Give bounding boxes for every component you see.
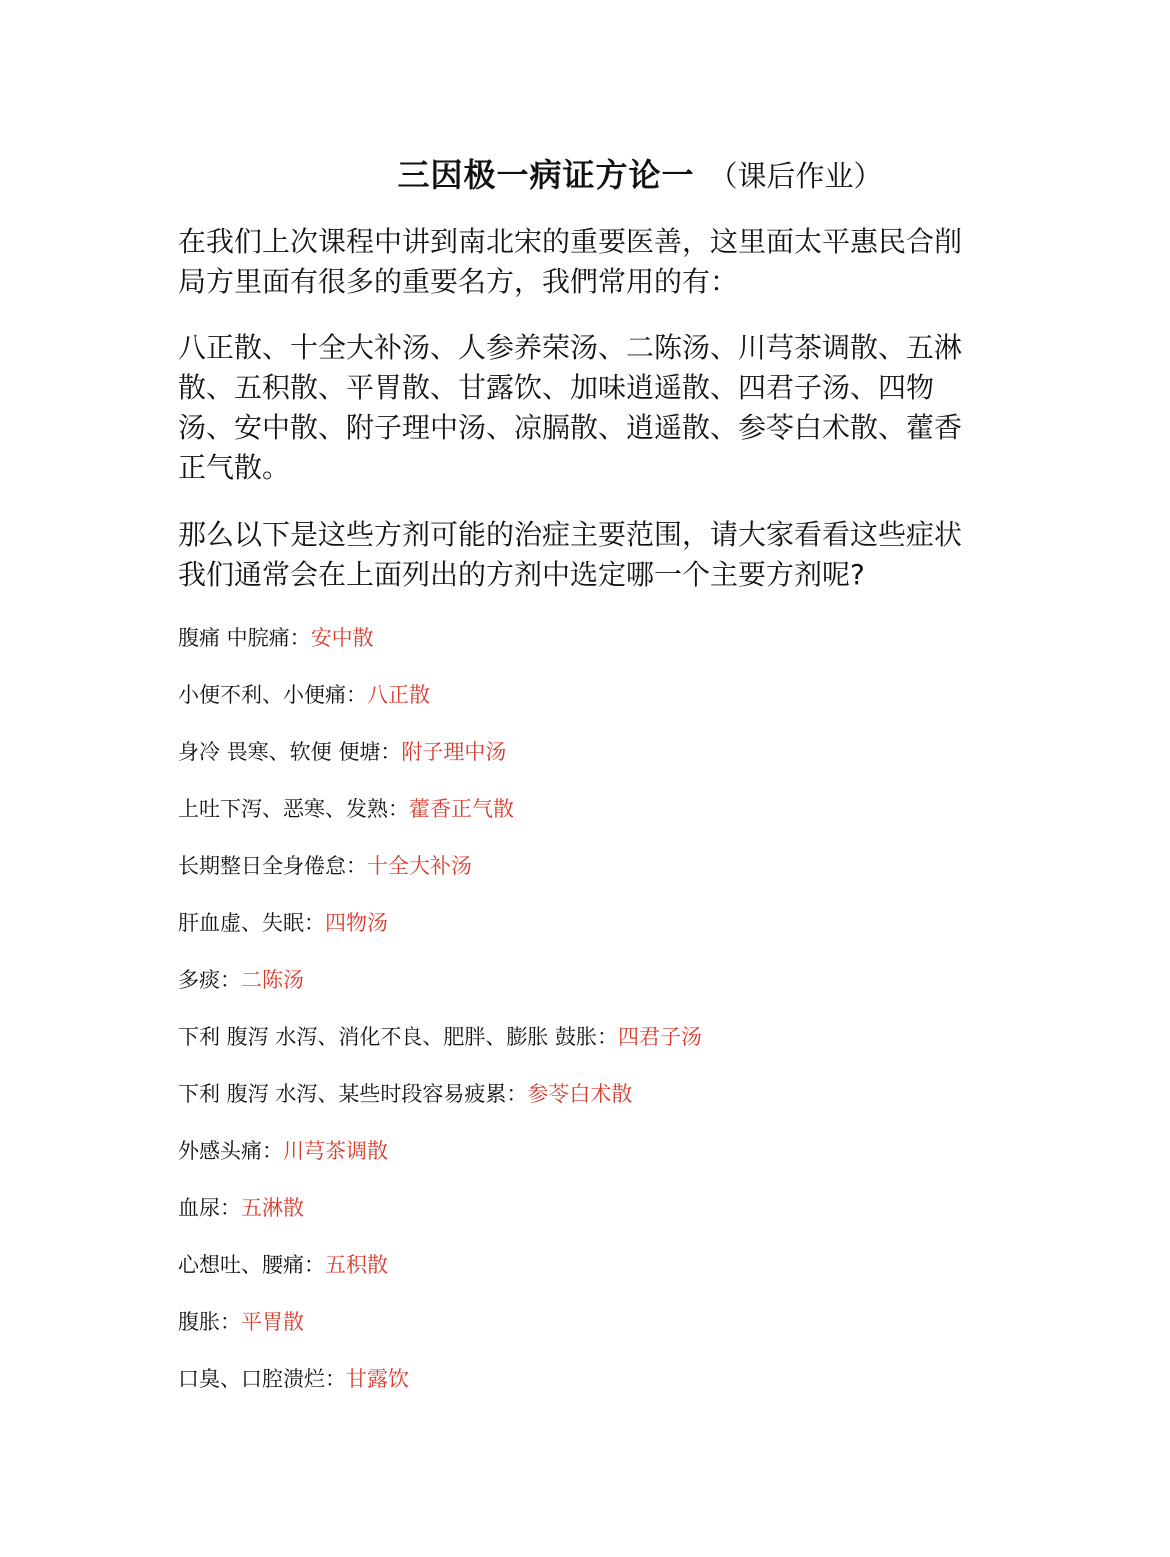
qa-symptom: 外感头痛： [178,1139,283,1163]
qa-answer: 四物汤 [325,911,388,935]
qa-answer: 参苓白术散 [527,1082,633,1106]
qa-answer: 十全大补汤 [367,854,472,878]
qa-symptom: 身冷 畏寒、软便 便塘： [178,740,402,764]
qa-item [178,622,978,679]
qa-answer: 五积散 [325,1253,388,1277]
qa-item [178,850,978,907]
symptom-answer-list [178,622,978,1420]
qa-item [178,1192,978,1249]
qa-symptom: 长期整日全身倦怠： [178,854,367,878]
qa-item [178,1135,978,1192]
qa-symptom: 肝血虚、失眠： [178,911,325,935]
qa-symptom: 口臭、口腔溃烂： [178,1367,346,1391]
qa-answer: 八正散 [367,683,430,707]
qa-symptom: 小便不利、小便痛： [178,683,367,707]
formula-list-paragraph: 八正散、十全大补汤、人参养荣汤、二陈汤、川芎茶调散、五淋散、五积散、平胃散、甘露饮、加味逍遥散、四君子汤、四物汤、安中散、附子理中汤、凉膈散、逍遥散、参苓白术散、藿香正气散。 [178,331,963,484]
question-paragraph: 那么以下是这些方剂可能的治症主要范围，请大家看看这些症状我们通常会在上面列出的方剂中选定哪一个主要方剂呢? [178,518,963,591]
qa-symptom: 血尿： [178,1196,241,1220]
qa-item [178,1021,978,1078]
title-subtitle: （课后作业） [708,159,883,193]
qa-answer: 川芎茶调散 [283,1139,388,1163]
qa-answer: 附子理中汤 [401,740,507,764]
qa-item [178,964,978,1021]
qa-symptom: 腹胀： [178,1310,241,1334]
qa-item [178,736,978,793]
qa-answer: 安中散 [310,626,374,650]
qa-symptom: 下利 腹泻 水泻、某些时段容易疲累： [178,1082,528,1106]
qa-answer: 平胃散 [241,1310,304,1334]
qa-item [178,793,978,850]
title-main: 三因极一病证方论一 [397,156,695,194]
qa-symptom: 上吐下泻、恶寒、发熟： [178,797,409,821]
qa-item [178,1078,978,1135]
qa-item [178,1363,978,1420]
qa-answer: 甘露饮 [346,1367,409,1391]
qa-answer: 二陈汤 [241,968,304,992]
qa-item [178,679,978,736]
qa-symptom: 心想吐、腰痛： [178,1253,325,1277]
qa-symptom: 下利 腹泻 水泻、消化不良、肥胖、膨胀 鼓胀： [178,1025,619,1049]
qa-answer: 五淋散 [241,1196,304,1220]
qa-answer: 藿香正气散 [409,797,514,821]
intro-paragraph: 在我们上次课程中讲到南北宋的重要医善，这里面太平惠民合削局方里面有很多的重要名方，我們常用的有： [178,225,963,298]
qa-item [178,1249,978,1306]
qa-symptom: 多痰： [178,968,241,992]
page-title [0,150,1170,196]
qa-item [178,1306,978,1363]
qa-answer: 四君子汤 [618,1025,703,1049]
qa-symptom: 腹痛 中脘痛： [178,626,311,650]
qa-item [178,907,978,964]
